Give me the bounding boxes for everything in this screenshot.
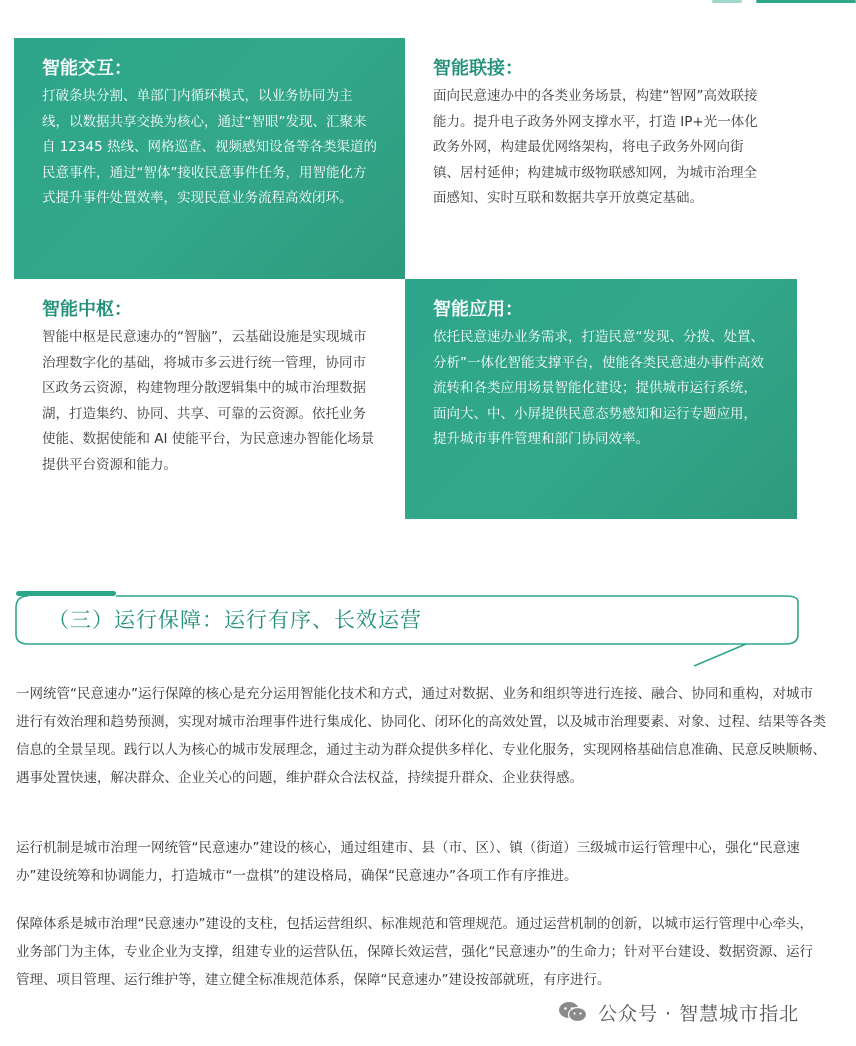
section-frame-pointer [694, 644, 746, 666]
card-smart-hub [14, 279, 406, 519]
watermark [558, 996, 799, 1028]
top-decoration-bar [756, 0, 856, 3]
top-decoration [712, 0, 856, 6]
wechat-icon [558, 1000, 588, 1024]
card-text: 打破条块分割、单部门内循环模式，以业务协同为主线，以数据共享交换为核心，通过“智眼”发现、汇聚来自 12345 热线、网格巡查、视频感知设备等各类渠道的民意事件，通过“智体”接收民意事件任务，用智能化方式提升事件处置效率，实现民意业务流程高效闭环。 [42, 88, 378, 206]
watermark-text: 公众号 · 智慧城市指北 [598, 1002, 800, 1025]
card-text: 智能中枢是民意速办的“智脑”，云基础设施是实现城市治理数字化的基础，将城市多云进行统一管理，协同市区政务云资源，构建物理分散逻辑集中的城市治理数据湖，打造集约、协同、共享、可靠的云资源。依托业务使能、数据使能和 AI 使能平台，为民意速办智能化场景提供平台资源和能力。 [42, 329, 375, 473]
card-title: 智能应用： [433, 299, 523, 320]
section-title: （三）运行保障：运行有序、长效运营 [48, 608, 422, 632]
paragraph: 保障体系是城市治理“民意速办”建设的支柱，包括运营组织、标准规范和管理规范。通过运营机制的创新，以城市运行管理中心牵头，业务部门为主体，专业企业为支撑，组建专业的运营队伍，保障长效运营，强化“民意速办”的生命力；针对平台建设、数据资源、运行管理、项目管理、运行维护等，建立健全标准规范体系，保障“民意速办”建设按部就班，有序进行。 [16, 916, 813, 988]
paragraph: 一网统管“民意速办”运行保障的核心是充分运用智能化技术和方式，通过对数据、业务和组织等进行连接、融合、协同和重构，对城市进行有效治理和趋势预测，实现对城市治理事件进行集成化、协同化、闭环化的高效处置，以及城市治理要素、对象、过程、结果等各类信息的全景呈现。践行以人为核心的城市发展理念，通过主动为群众提供多样化、专业化服务，实现网格基础信息准确、民意反映顺畅、遇事处置快速，解决群众、企业关心的问题，维护群众合法权益，持续提升群众、企业获得感。 [16, 686, 826, 786]
top-decoration-dash [712, 0, 742, 3]
card-title: 智能交互： [42, 58, 132, 79]
paragraph: 运行机制是城市治理一网统管“民意速办”建设的核心，通过组建市、县（市、区）、镇（街道）三级城市运行管理中心，强化“民意速办”建设统筹和协调能力，打造城市“一盘棋”的建设格局，确保“民意速办”各项工作有序推进。 [16, 840, 800, 884]
card-smart-application [405, 279, 797, 519]
card-smart-interaction [14, 38, 406, 279]
card-text: 依托民意速办业务需求，打造民意“发现、分拨、处置、分析”一体化智能支撑平台，使能各类民意速办事件高效流转和各类应用场景智能化建设；提供城市运行系统，面向大、中、小屏提供民意态势感知和运行专题应用，提升城市事件管理和部门协同效率。 [433, 329, 764, 447]
card-title: 智能联接： [433, 58, 523, 79]
card-text: 面向民意速办中的各类业务场景，构建“智网”高效联接能力。提升电子政务外网支撑水平，打造 IP+光一体化政务外网，构建最优网络架构，将电子政务外网向街镇、居村延伸；构建城市级物联感知网，为城市治理全面感知、实时互联和数据共享开放奠定基础。 [433, 88, 758, 206]
section-frame-tab [16, 591, 116, 596]
card-smart-connection [405, 38, 797, 279]
card-title: 智能中枢： [42, 299, 132, 320]
